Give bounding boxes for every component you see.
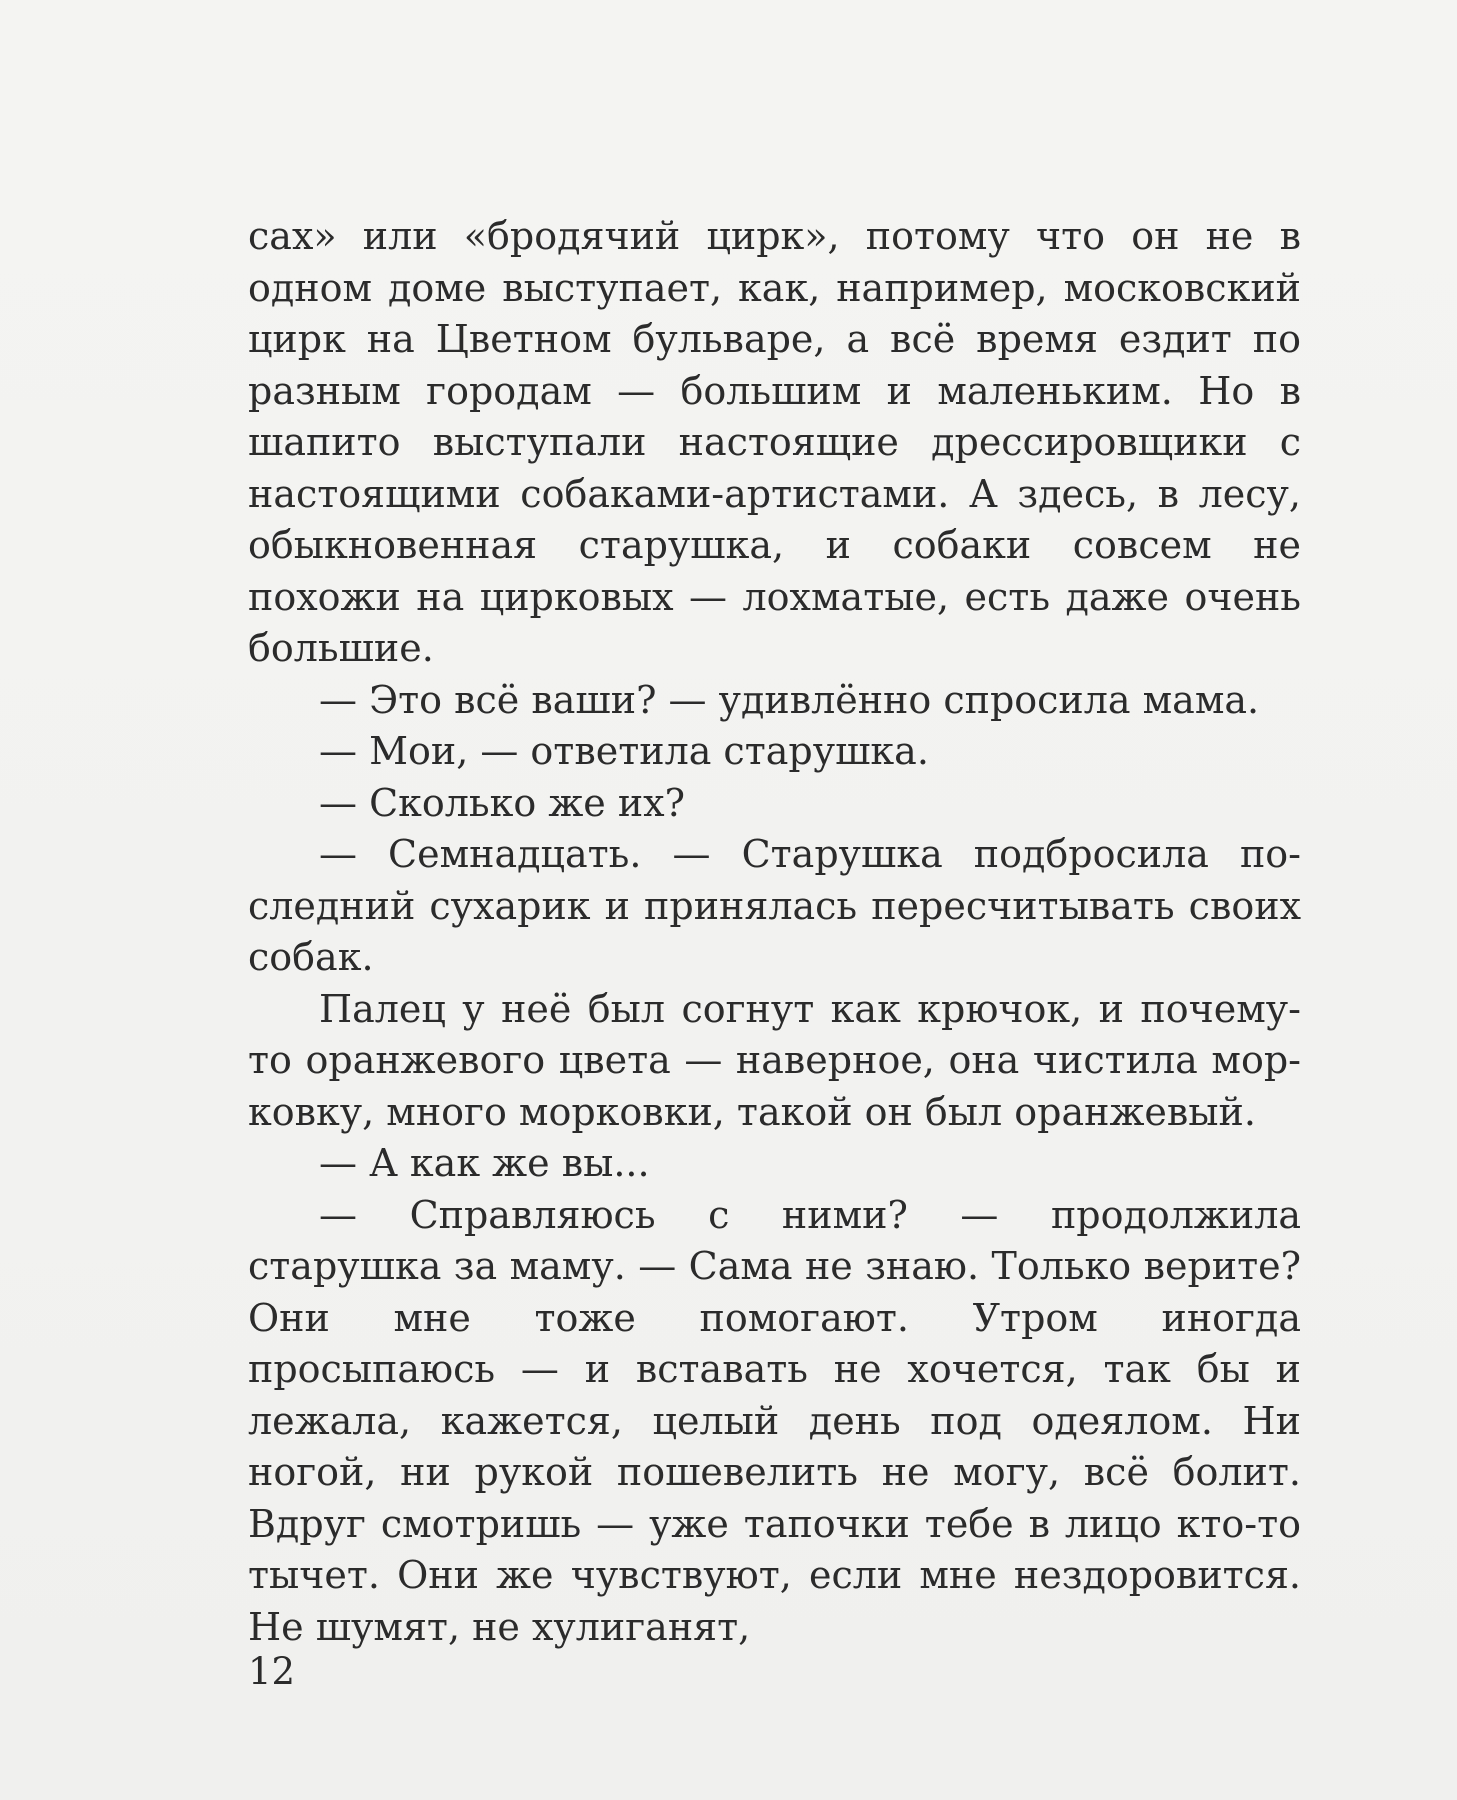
paragraph-2: — Это всё ваши? — удивлённо спросила мама. [319,677,1260,722]
body-text [248,211,1301,1653]
paragraph-4: — Сколько же их? [319,780,685,825]
paragraph-1: сах» или «бродячий цирк», потому что он не в одном доме выступает, как, например, московский цирк на Цветном бульваре, а всё время ездит по разным городам — большим и маленьким. Но в шапито выступали настоящие дрессировщики с настоящими собаками-артистами. А здесь, в лесу, обыкновенная старушка, и собаки совсем не похожи на цирковых — лохматые, есть даже очень большие. [248,214,1301,670]
paragraph-6: Палец у неё был согнут как крючок, и почему-то оранжевого цвета — наверное, она чистила морковку, много морковки, такой он был оранжевый. [248,986,1301,1134]
paragraph-7: — А как же вы... [319,1141,650,1185]
paragraph-3: — Мои, — ответила старушка. [319,729,929,773]
paragraph-5: — Семнадцать. — Старушка подбросила последний сухарик и принялась пересчитывать своих собак. [248,832,1301,979]
paragraph-8: — Справляюсь с ними? — продолжила старушка за маму. — Сама не знаю. Только верите? Они мне тоже помогают. Утром иногда просыпаюсь — и вставать не хочется, так бы и лежала, кажется, целый день под одеялом. Ни ногой, ни рукой пошевелить не могу, всё болит. Вдруг смотришь — уже тапочки тебе в лицо кто-то тычет. Они же чувствуют, если мне нездоровится. Не шумят, не хулиганят, [248,1192,1301,1649]
page-number: 12 [248,1650,296,1693]
